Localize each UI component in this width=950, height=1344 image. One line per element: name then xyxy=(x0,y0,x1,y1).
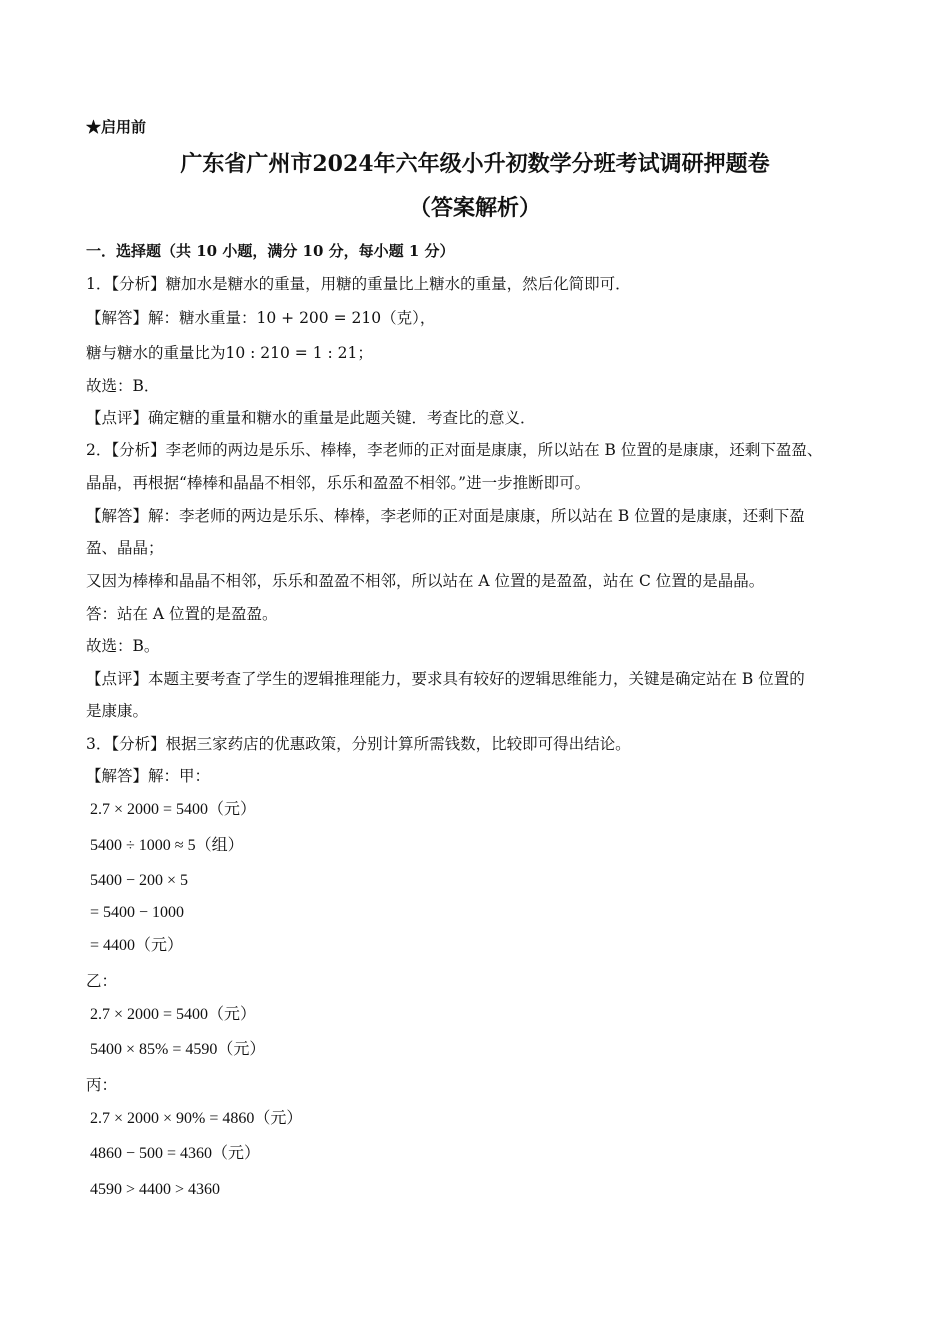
document-title: 广东省广州市2024年六年级小升初数学分班考试调研押题卷 xyxy=(180,151,770,177)
text-line: 故选：B． xyxy=(86,377,160,395)
math-line: 2.7 × 2000 = 5400（元） xyxy=(90,801,257,818)
text-line: 1．【分析】糖加水是糖水的重量，用糖的重量比上糖水的重量，然后化简即可． xyxy=(86,275,631,293)
text-line: 【点评】本题主要考查了学生的逻辑推理能力，要求具有较好的逻辑思维能力，关键是确定站在 B 位置的 xyxy=(86,670,805,688)
math-line: 4860 − 500 = 4360（元） xyxy=(90,1145,261,1162)
text-line: 晶晶，再根据“棒棒和晶晶不相邻，乐乐和盈盈不相邻。”进一步推断即可。 xyxy=(86,474,591,492)
math-line: 5400 × 85% = 4590（元） xyxy=(90,1041,266,1058)
math-line: 2.7 × 2000 = 5400（元） xyxy=(90,1006,257,1023)
math-line: 2.7 × 2000 × 90% = 4860（元） xyxy=(90,1110,303,1127)
text-line: 是康康。 xyxy=(86,702,149,720)
text-line: 【解答】解：甲： xyxy=(86,767,211,785)
text-line: 丙： xyxy=(86,1076,118,1094)
math-line: = 5400 − 1000 xyxy=(90,904,185,921)
document-subtitle: （答案解析） xyxy=(408,195,541,221)
text-line: 【点评】确定糖的重量和糖水的重量是此题关键．考查比的意义． xyxy=(86,409,536,427)
confidential-tag: ★启用前 xyxy=(86,118,147,136)
text-line: 盈、晶晶； xyxy=(86,539,164,557)
text-line: 故选：B。 xyxy=(86,637,160,655)
text-line: 2．【分析】李老师的两边是乐乐、棒棒，李老师的正对面是康康，所以站在 B 位置的是康康，还剩下盈盈、 xyxy=(86,441,823,459)
math-line: = 4400（元） xyxy=(90,937,184,954)
text-line: 【解答】解：李老师的两边是乐乐、棒棒，李老师的正对面是康康，所以站在 B 位置的是康康，还剩下盈 xyxy=(86,507,805,525)
math-line: 5400 ÷ 1000 ≈ 5（组） xyxy=(90,837,244,854)
text-line: 又因为棒棒和晶晶不相邻，乐乐和盈盈不相邻，所以站在 A 位置的是盈盈，站在 C 位置的是晶晶。 xyxy=(86,572,765,590)
text-line: 3．【分析】根据三家药店的优惠政策，分别计算所需钱数，比较即可得出结论。 xyxy=(86,735,631,753)
text-line: 糖与糖水的重量比为10 : 210 = 1 : 21； xyxy=(86,344,373,362)
text-line: 答：站在 A 位置的是盈盈。 xyxy=(86,605,278,623)
text-line: 【解答】解：糖水重量：10 + 200 = 210（克）， xyxy=(86,309,436,327)
section-heading: 一．选择题（共 10 小题，满分 10 分，每小题 1 分） xyxy=(86,242,455,260)
math-line: 4590 > 4400 > 4360 xyxy=(90,1181,221,1198)
text-line: 乙： xyxy=(86,972,118,990)
math-line: 5400 − 200 × 5 xyxy=(90,872,189,889)
